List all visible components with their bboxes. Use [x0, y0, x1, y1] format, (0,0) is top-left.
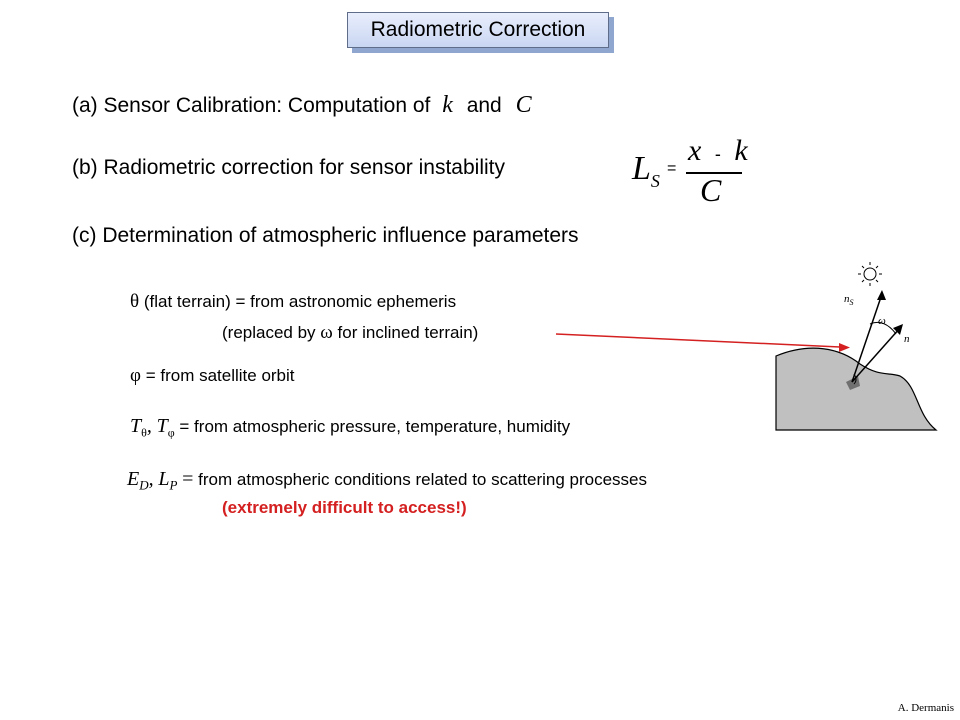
theta-note-prefix: (replaced by [222, 323, 316, 342]
item-a-text: (a) Sensor Calibration: Computation of [72, 94, 431, 117]
phi-symbol: φ [130, 365, 141, 386]
item-b-text: (b) Radiometric correction for sensor instability [72, 156, 505, 179]
sun-icon [858, 262, 882, 286]
lp-sub: P [169, 477, 178, 493]
t-theta-sub: θ [141, 425, 147, 440]
lp-base: L [158, 468, 170, 490]
t-comma: , [146, 415, 152, 437]
t-theta-base: T [130, 415, 142, 437]
t-phi-base: T [156, 415, 168, 437]
omega-symbol: ω [320, 322, 333, 343]
transmittance-text: = from atmospheric pressure, temperature, humidity [179, 417, 571, 436]
theta-text: (flat terrain) = from astronomic ephemeris [143, 292, 457, 311]
scatter-comma: , [148, 468, 154, 490]
item-c-text: (c) Determination of atmospheric influence parameters [72, 224, 579, 247]
formula-minus: - [714, 144, 721, 164]
scatter-equals: = [182, 468, 194, 490]
label-ns: $n_S$ [844, 293, 854, 307]
ed-base: E [127, 468, 140, 490]
formula-lhs-sub: S [650, 170, 660, 191]
formula-num-x: x [688, 134, 702, 167]
formula-equals: = [667, 160, 677, 177]
theta-symbol: θ [130, 291, 140, 312]
formula-denominator: C [700, 172, 722, 208]
var-c: C [515, 92, 532, 118]
terrain-diagram [770, 262, 960, 442]
label-n: n [904, 333, 910, 345]
formula-lhs-base: L [632, 150, 651, 187]
page-title: Radiometric Correction [347, 12, 609, 48]
formula-num-k: k [734, 134, 748, 167]
ed-sub: D [139, 477, 149, 493]
phi-text: = from satellite orbit [145, 366, 295, 385]
scatter-text: from atmospheric conditions related to scattering processes [198, 470, 647, 489]
theta-note-suffix: for inclined terrain) [337, 323, 479, 342]
t-phi-sub: φ [167, 425, 175, 440]
var-k: k [442, 92, 453, 118]
author-footer: A. Dermanis [897, 702, 954, 714]
item-a-and: and [466, 94, 502, 117]
sun-direction-head [877, 290, 886, 300]
terrain-slope [776, 348, 936, 430]
label-omega: ω [878, 315, 886, 327]
warning-text: (extremely difficult to access!) [222, 498, 467, 517]
